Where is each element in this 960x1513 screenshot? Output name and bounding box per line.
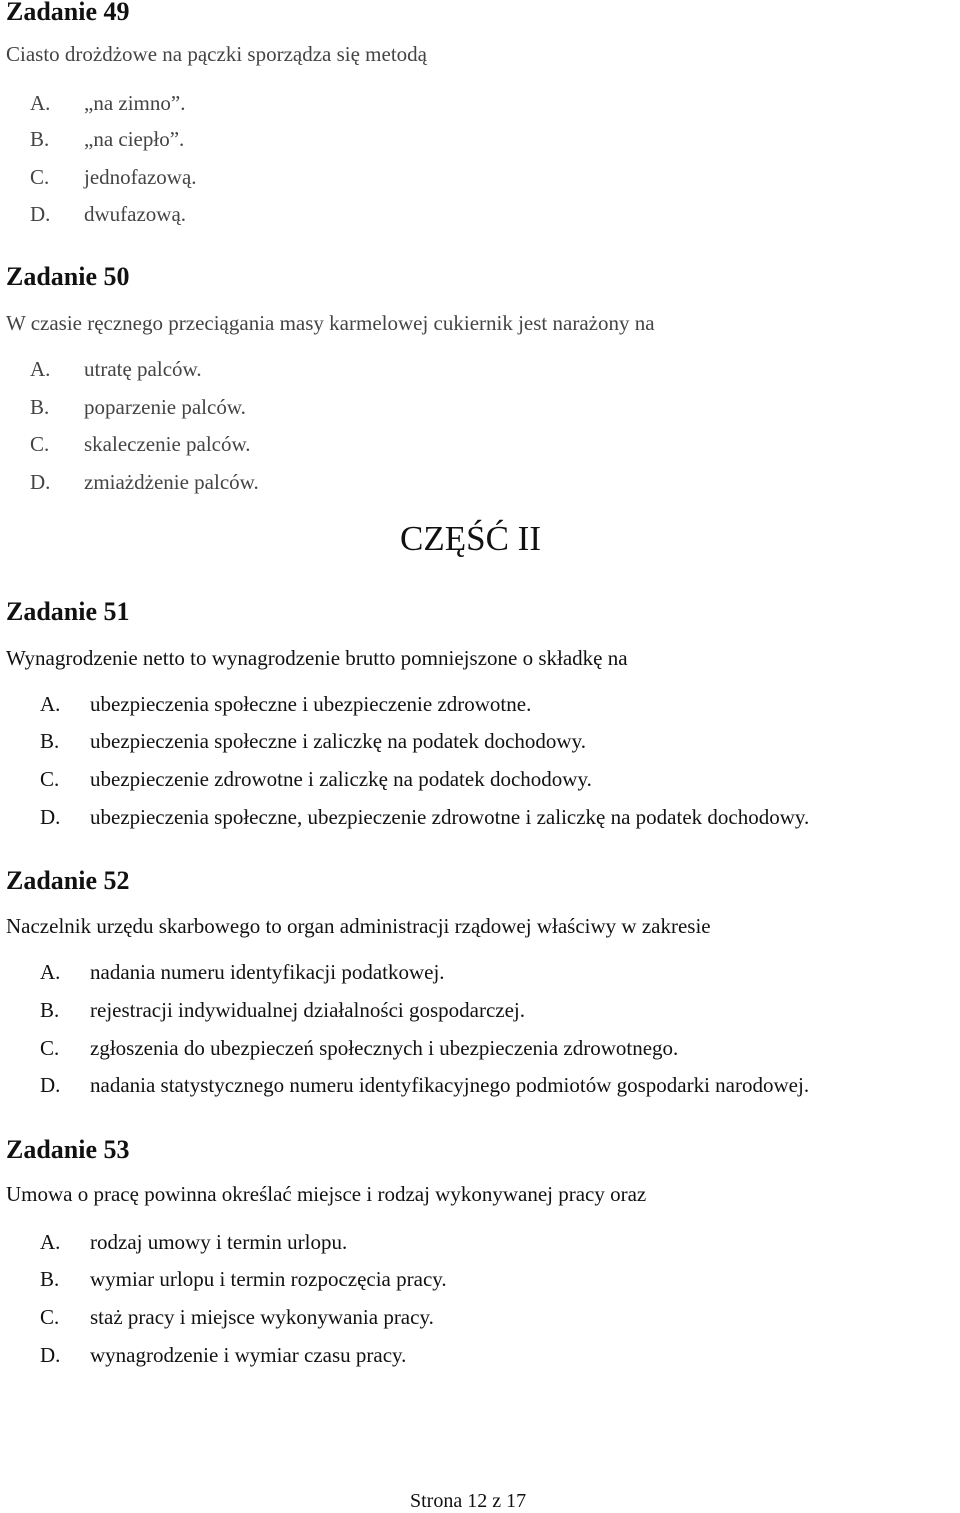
- option-letter: A.: [30, 91, 51, 115]
- option-letter: A.: [40, 1230, 61, 1254]
- option-text: rejestracji indywidualnej działalności gospodarczej.: [90, 998, 526, 1022]
- option-letter: A.: [40, 692, 61, 716]
- option-text: dwufazową.: [84, 202, 187, 226]
- option-letter: D.: [30, 202, 51, 226]
- task-title: Zadanie 49: [6, 0, 130, 26]
- option-text: utratę palców.: [84, 357, 202, 381]
- option-text: ubezpieczenie zdrowotne i zaliczkę na podatek dochodowy.: [90, 767, 592, 791]
- option-letter: C.: [40, 767, 60, 791]
- task-title: Zadanie 50: [6, 262, 130, 291]
- option-text: ubezpieczenia społeczne, ubezpieczenie zdrowotne i zaliczkę na podatek dochodowy.: [90, 805, 810, 829]
- option-text: rodzaj umowy i termin urlopu.: [90, 1230, 348, 1254]
- task-question: Wynagrodzenie netto to wynagrodzenie brutto pomniejszone o składkę na: [6, 646, 628, 670]
- page-number: Strona 12 z 17: [410, 1490, 527, 1512]
- option-text: „na zimno”.: [84, 91, 186, 115]
- option-text: skaleczenie palców.: [84, 432, 251, 456]
- option-text: zgłoszenia do ubezpieczeń społecznych i ubezpieczenia zdrowotnego.: [90, 1036, 679, 1060]
- option-text: ubezpieczenia społeczne i ubezpieczenie zdrowotne.: [90, 692, 532, 716]
- option-letter: B.: [40, 998, 60, 1022]
- option-text: „na ciepło”.: [84, 127, 185, 151]
- option-letter: A.: [40, 960, 61, 984]
- part-heading: CZĘŚĆ II: [400, 519, 541, 558]
- option-text: nadania numeru identyfikacji podatkowej.: [90, 960, 445, 984]
- option-letter: C.: [40, 1036, 60, 1060]
- option-text: nadania statystycznego numeru identyfikacyjnego podmiotów gospodarki narodowej.: [90, 1073, 810, 1097]
- option-text: jednofazową.: [84, 165, 197, 189]
- option-letter: C.: [30, 165, 50, 189]
- option-text: wymiar urlopu i termin rozpoczęcia pracy.: [90, 1267, 447, 1291]
- task-title: Zadanie 51: [6, 597, 130, 626]
- task-question: Umowa o pracę powinna określać miejsce i rodzaj wykonywanej pracy oraz: [6, 1182, 647, 1206]
- task-question: Ciasto drożdżowe na pączki sporządza się metodą: [6, 42, 427, 66]
- task-title: Zadanie 53: [6, 1135, 130, 1164]
- option-text: zmiażdżenie palców.: [84, 470, 259, 494]
- option-letter: A.: [30, 357, 51, 381]
- option-text: poparzenie palców.: [84, 395, 246, 419]
- option-letter: D.: [30, 470, 51, 494]
- option-text: wynagrodzenie i wymiar czasu pracy.: [90, 1343, 407, 1367]
- option-letter: B.: [30, 127, 50, 151]
- option-letter: D.: [40, 1343, 61, 1367]
- option-letter: C.: [40, 1305, 60, 1329]
- option-letter: D.: [40, 1073, 61, 1097]
- option-letter: B.: [40, 729, 60, 753]
- option-letter: D.: [40, 805, 61, 829]
- option-letter: B.: [30, 395, 50, 419]
- option-text: ubezpieczenia społeczne i zaliczkę na podatek dochodowy.: [90, 729, 586, 753]
- task-question: Naczelnik urzędu skarbowego to organ administracji rządowej właściwy w zakresie: [6, 914, 711, 938]
- task-question: W czasie ręcznego przeciągania masy karmelowej cukiernik jest narażony na: [6, 311, 655, 335]
- option-text: staż pracy i miejsce wykonywania pracy.: [90, 1305, 434, 1329]
- option-letter: C.: [30, 432, 50, 456]
- option-letter: B.: [40, 1267, 60, 1291]
- task-title: Zadanie 52: [6, 866, 130, 895]
